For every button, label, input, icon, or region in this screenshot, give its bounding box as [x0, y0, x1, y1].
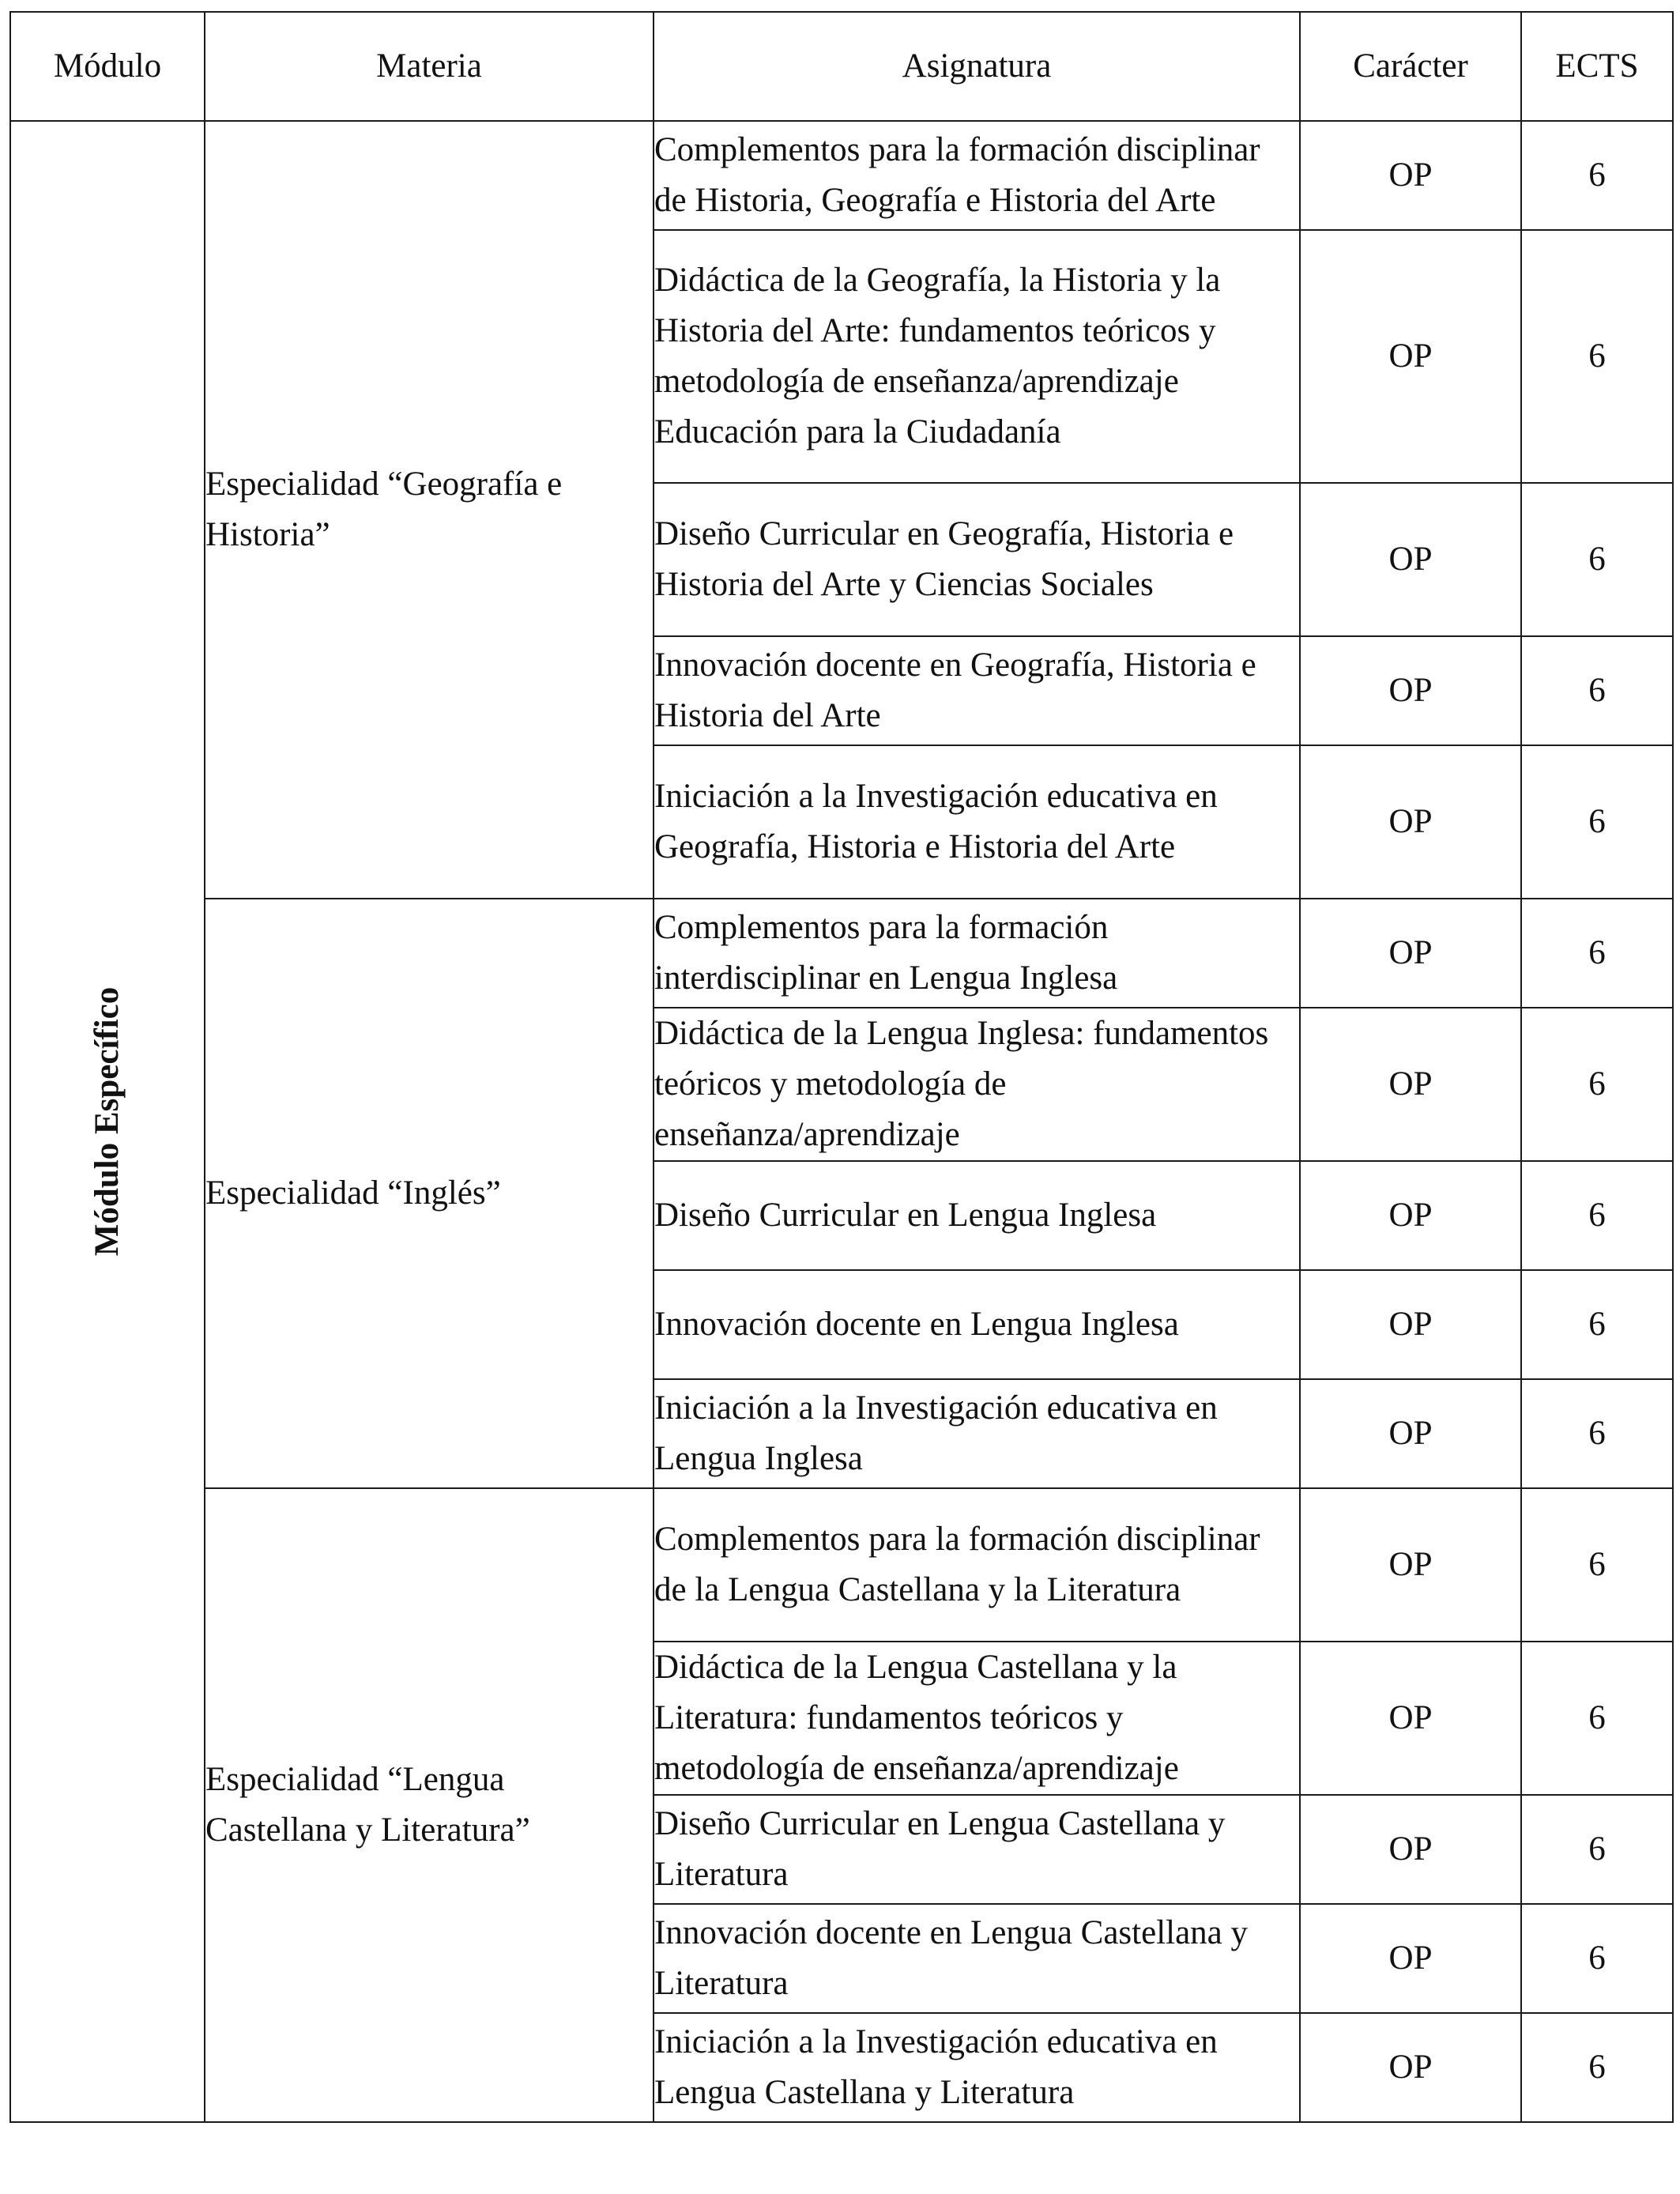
ects-cell: 6: [1521, 1642, 1673, 1795]
materia-cell: Especialidad “Lengua Castellana y Literatura”: [205, 1488, 654, 2122]
table-body: [10, 121, 1673, 2122]
header-asignatura: Asignatura: [654, 12, 1300, 121]
header-row: [10, 12, 1673, 121]
header-materia: Materia: [205, 12, 654, 121]
asignatura-cell: Didáctica de la Geografía, la Historia y la Historia del Arte: fundamentos teóricos y metodología de enseñanza/aprendizaje Educación para la Ciudadanía: [654, 230, 1300, 483]
ects-cell: 6: [1521, 745, 1673, 899]
table-row: [10, 121, 1673, 230]
caracter-cell: OP: [1300, 899, 1521, 1008]
caracter-cell: OP: [1300, 1904, 1521, 2013]
caracter-cell: OP: [1300, 1795, 1521, 1904]
asignatura-cell: Diseño Curricular en Lengua Inglesa: [654, 1161, 1300, 1270]
asignatura-cell: Diseño Curricular en Lengua Castellana y Literatura: [654, 1795, 1300, 1904]
caracter-cell: OP: [1300, 483, 1521, 636]
ects-cell: 6: [1521, 2013, 1673, 2122]
caracter-cell: OP: [1300, 1161, 1521, 1270]
table-row: [10, 1488, 1673, 1642]
asignatura-cell: Iniciación a la Investigación educativa en Lengua Castellana y Literatura: [654, 2013, 1300, 2122]
asignatura-cell: Iniciación a la Investigación educativa en Lengua Inglesa: [654, 1379, 1300, 1488]
header-caracter: Carácter: [1300, 12, 1521, 121]
asignatura-cell: Diseño Curricular en Geografía, Historia e Historia del Arte y Ciencias Sociales: [654, 483, 1300, 636]
ects-cell: 6: [1521, 1904, 1673, 2013]
caracter-cell: OP: [1300, 1488, 1521, 1642]
caracter-cell: OP: [1300, 1379, 1521, 1488]
caracter-cell: OP: [1300, 636, 1521, 745]
asignatura-cell: Innovación docente en Lengua Inglesa: [654, 1270, 1300, 1379]
asignatura-cell: Didáctica de la Lengua Inglesa: fundamentos teóricos y metodología de enseñanza/aprendizaje: [654, 1008, 1300, 1161]
table-row: [10, 899, 1673, 1008]
ects-cell: 6: [1521, 899, 1673, 1008]
ects-cell: 6: [1521, 1270, 1673, 1379]
materia-cell: Especialidad “Geografía e Historia”: [205, 121, 654, 899]
caracter-cell: OP: [1300, 1008, 1521, 1161]
ects-cell: 6: [1521, 1008, 1673, 1161]
header-ects: ECTS: [1521, 12, 1673, 121]
materia-cell: Especialidad “Inglés”: [205, 899, 654, 1488]
ects-cell: 6: [1521, 483, 1673, 636]
modulo-label: Módulo Específico: [89, 986, 126, 1257]
header-modulo: Módulo: [10, 12, 205, 121]
subjects-table: [9, 11, 1674, 2123]
caracter-cell: OP: [1300, 121, 1521, 230]
ects-cell: 6: [1521, 121, 1673, 230]
ects-cell: 6: [1521, 1161, 1673, 1270]
caracter-cell: OP: [1300, 745, 1521, 899]
caracter-cell: OP: [1300, 230, 1521, 483]
asignatura-cell: Didáctica de la Lengua Castellana y la Literatura: fundamentos teóricos y metodología de enseñanza/aprendizaje: [654, 1642, 1300, 1795]
asignatura-cell: Iniciación a la Investigación educativa en Geografía, Historia e Historia del Arte: [654, 745, 1300, 899]
caracter-cell: OP: [1300, 2013, 1521, 2122]
modulo-cell: [10, 121, 205, 2122]
asignatura-cell: Complementos para la formación disciplinar de la Lengua Castellana y la Literatura: [654, 1488, 1300, 1642]
asignatura-cell: Innovación docente en Lengua Castellana y Literatura: [654, 1904, 1300, 2013]
ects-cell: 6: [1521, 230, 1673, 483]
asignatura-cell: Complementos para la formación disciplinar de Historia, Geografía e Historia del Arte: [654, 121, 1300, 230]
caracter-cell: OP: [1300, 1270, 1521, 1379]
ects-cell: 6: [1521, 1795, 1673, 1904]
asignatura-cell: Innovación docente en Geografía, Historia e Historia del Arte: [654, 636, 1300, 745]
ects-cell: 6: [1521, 1488, 1673, 1642]
asignatura-cell: Complementos para la formación interdisciplinar en Lengua Inglesa: [654, 899, 1300, 1008]
ects-cell: 6: [1521, 1379, 1673, 1488]
ects-cell: 6: [1521, 636, 1673, 745]
caracter-cell: OP: [1300, 1642, 1521, 1795]
